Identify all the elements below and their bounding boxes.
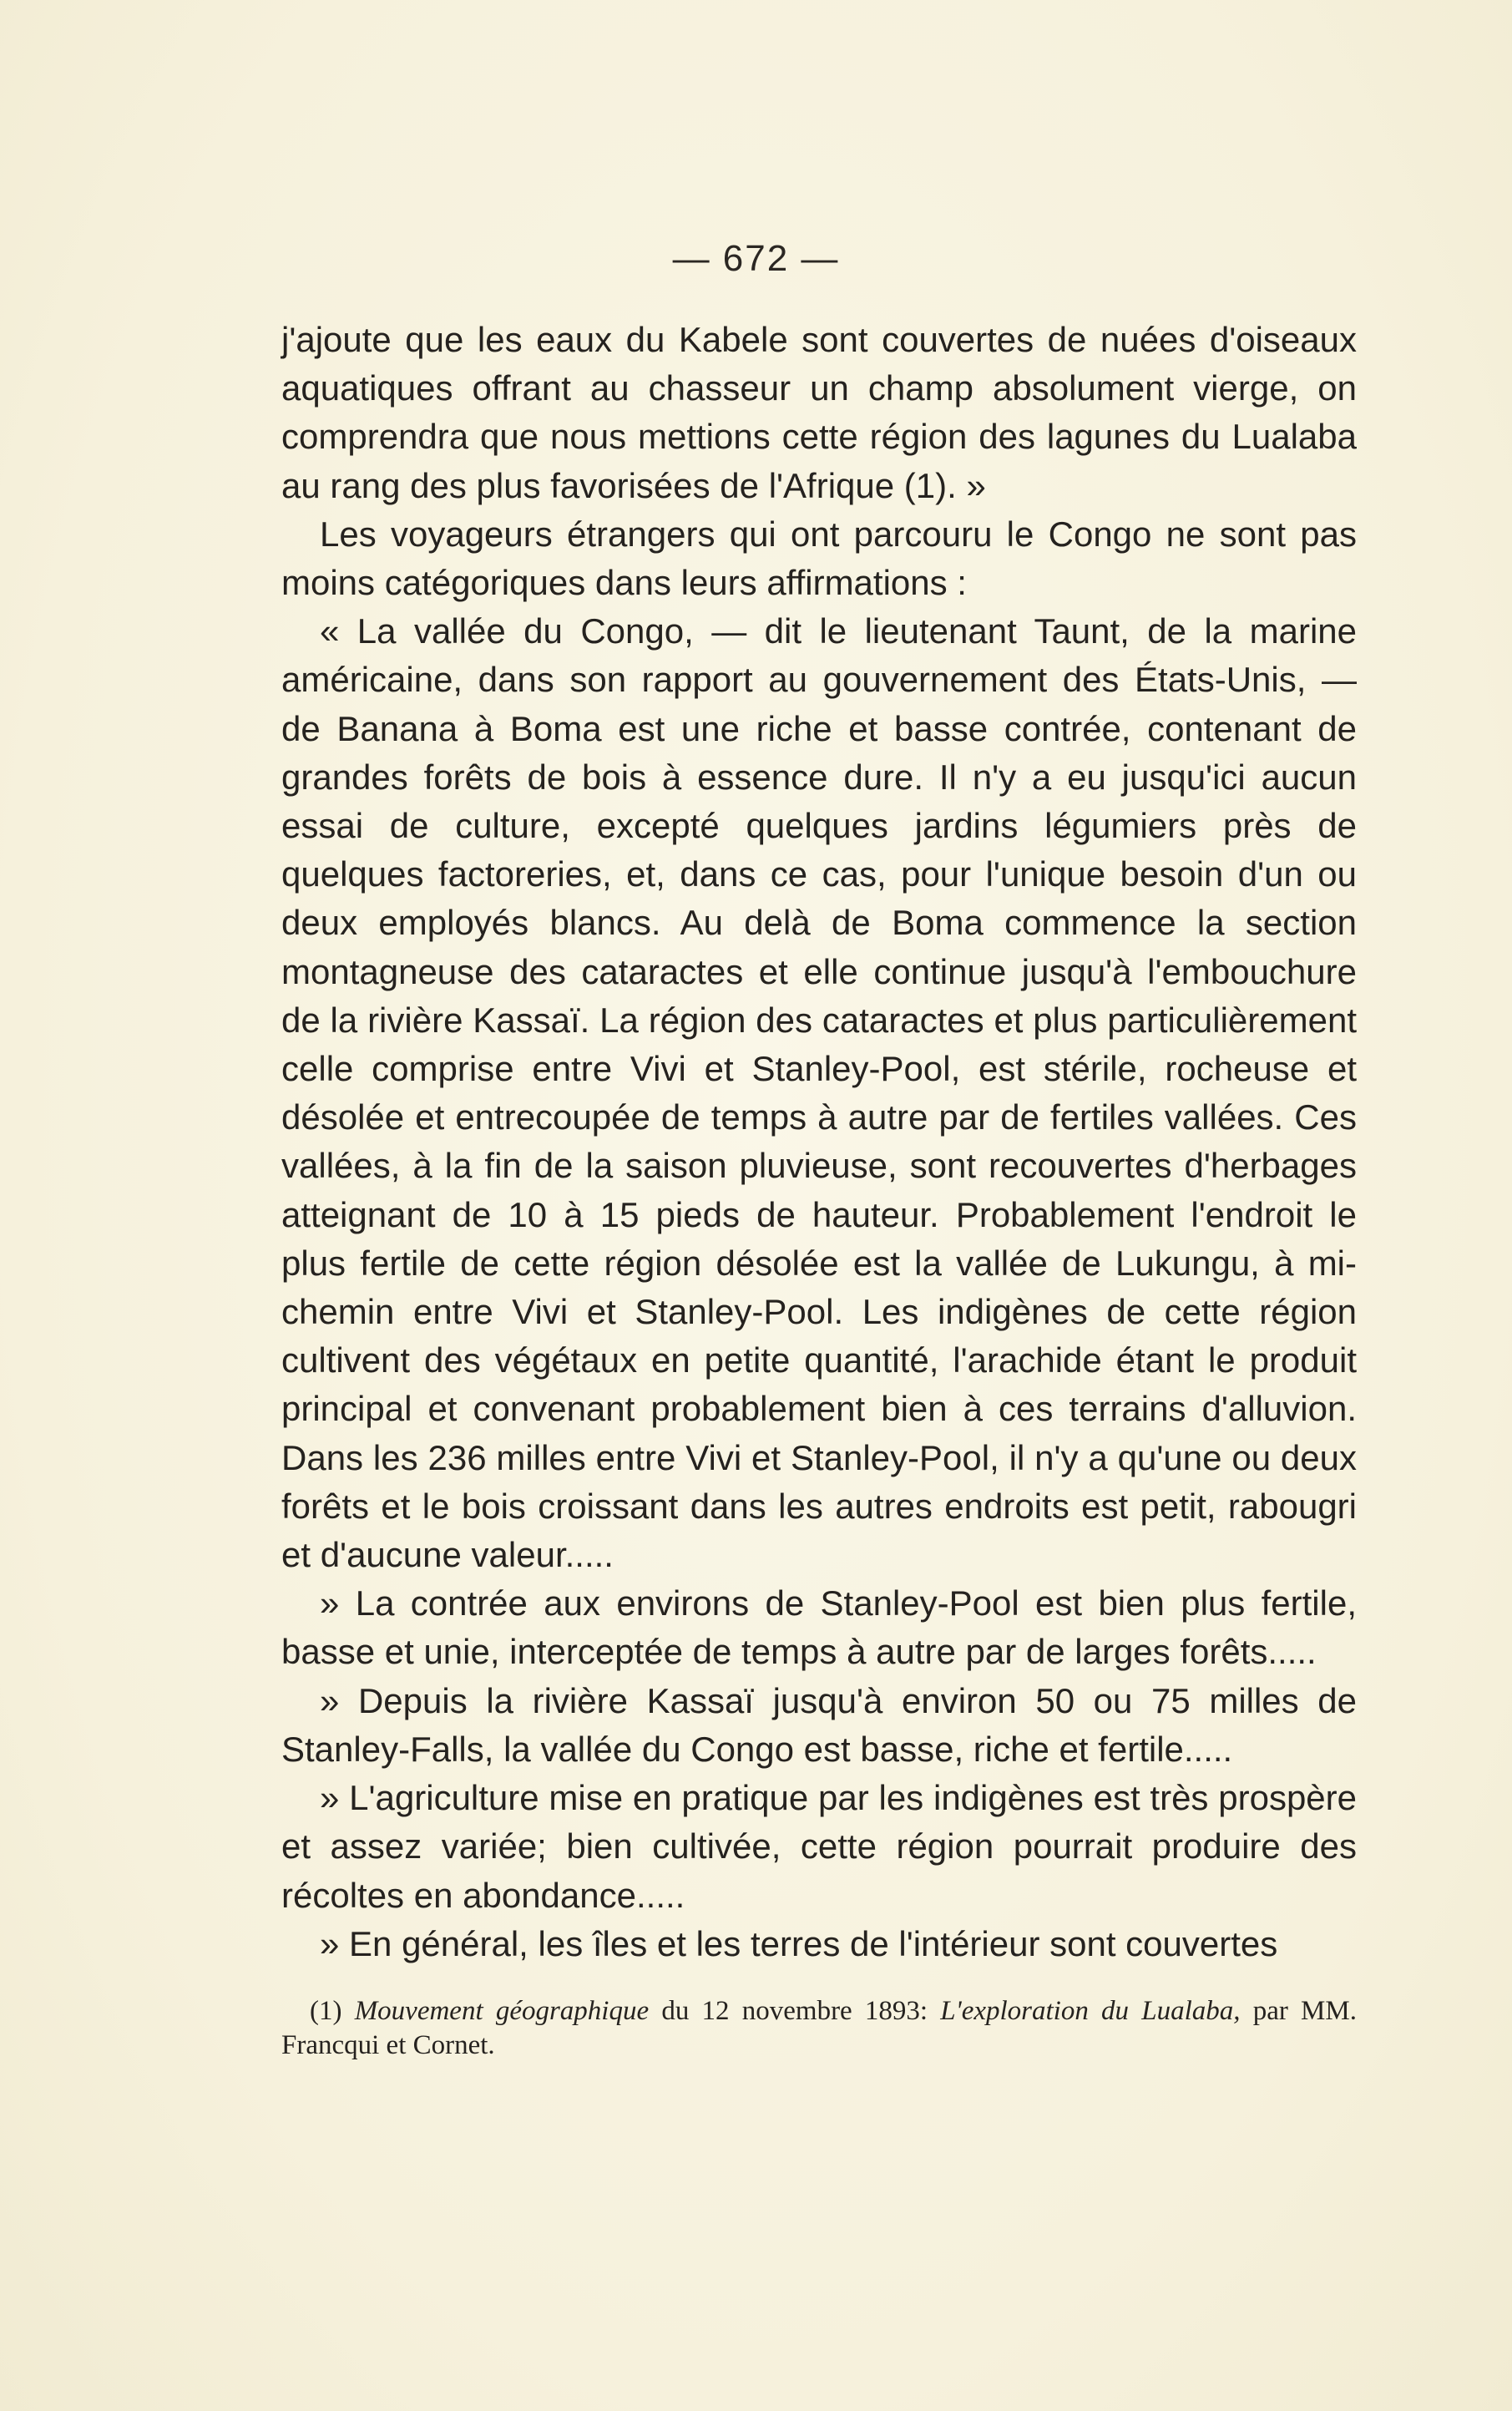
paragraph-1: j'ajoute que les eaux du Kabele sont couvertes de nuées d'oiseaux aquatiques offrant au chasseur un champ absolument vierge, on comprendra que nous mettions cette région des lagunes du Lualaba au rang des plus favorisées de l'Afrique (1). » (281, 320, 1357, 505)
paragraph-7: » En général, les îles et les terres de l'intérieur sont couvertes (320, 1923, 1278, 1963)
paragraph-3: « La vallée du Congo, — dit le lieutenant Taunt, de la marine américaine, dans son rapport au gouvernement des États-Unis, — de Banana à Boma est une riche et basse contrée, contenant de grandes forêts de bois à essence dure. Il n'y a eu jusqu'ici aucun essai de culture, excepté quelques jardins légumiers près de quelques factoreries, et, dans ce cas, pour l'unique besoin d'un ou deux employés blancs. Au delà de Boma commence la section montagneuse des cataractes et elle continue jusqu'à l'embouchure de la rivière Kassaï. La région des cataractes et plus particulièrement celle comprise entre Vivi et Stanley-Pool, est stérile, rocheuse et désolée et entrecoupée de temps à autre par de fertiles vallées. Ces vallées, à la fin de la saison pluvieuse, sont recouvertes d'herbages atteignant de 10 à 15 pieds de hauteur. Probablement l'endroit le plus fertile de cette région désolée est la vallée de Lukungu, à mi-chemin entre Vivi et Stanley-Pool. Les indigènes de cette région cultivent des végétaux en petite quantité, l'arachide étant le produit principal et convenant probablement bien à ces terrains d'alluvion. Dans les 236 milles entre Vivi et Stanley-Pool, il n'y a qu'une ou deux forêts et le bois croissant dans les autres endroits est petit, rabougri et d'aucune valeur..... (281, 611, 1357, 1575)
footnote-marker: (1) (310, 1996, 342, 2026)
body-text (281, 316, 1357, 1968)
page-number: — 672 — (672, 238, 840, 279)
footnote-article-title: L'exploration du Lualaba, (940, 1996, 1241, 2026)
paragraph-4: » La contrée aux environs de Stanley-Pool est bien plus fertile, basse et unie, interceptée de temps à autre par de larges forêts..... (281, 1583, 1357, 1672)
paragraph-2: Les voyageurs étrangers qui ont parcouru le Congo ne sont pas moins catégoriques dans leurs affirmations : (281, 514, 1357, 603)
footnote-date: du 12 novembre 1893: (661, 1996, 928, 2026)
paragraph-6: » L'agriculture mise en pratique par les indigènes est très prospère et assez variée; bien cultivée, cette région pourrait produire des récoltes en abondance..... (281, 1778, 1357, 1915)
paragraph-5: » Depuis la rivière Kassaï jusqu'à environ 50 ou 75 milles de Stanley-Falls, la vallée du Congo est basse, riche et fertile..... (281, 1680, 1357, 1769)
footnote-authors: par MM. Francqui et Cornet. (281, 1996, 1357, 2060)
footnote (281, 1994, 1357, 2063)
footnote-text (281, 1994, 1357, 2063)
footnote-source-title: Mouvement géographique (354, 1996, 650, 2026)
